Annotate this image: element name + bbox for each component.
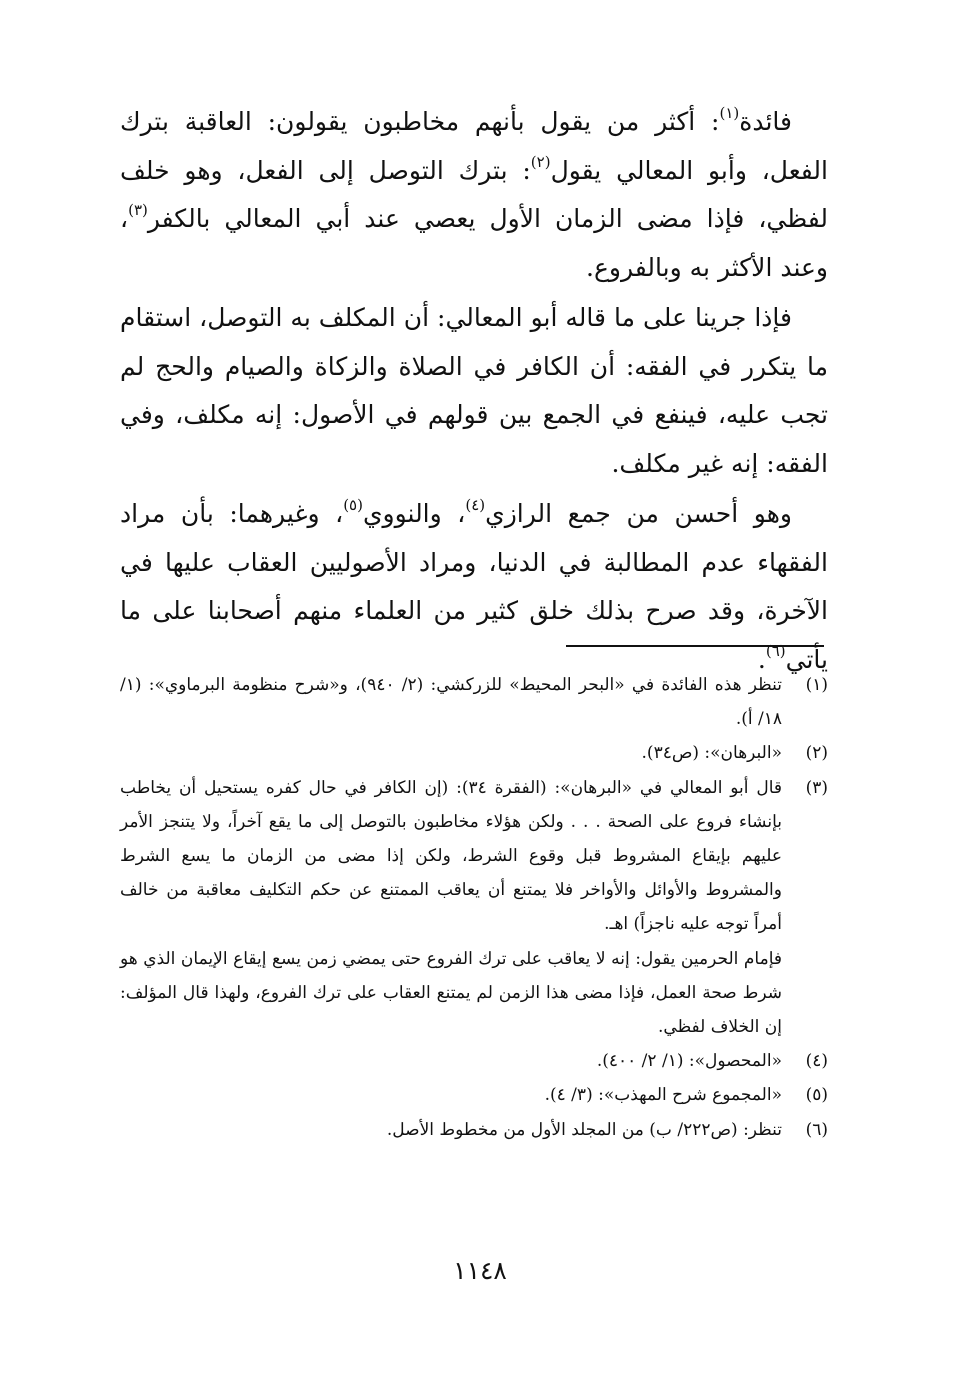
- footnote-divider: [566, 645, 824, 647]
- footnote-2: [120, 736, 828, 770]
- text-segment: ، والنووي: [362, 499, 466, 528]
- footnote-body: [120, 736, 782, 770]
- footnote-text: قال أبو المعالي في «البرهان»: (الفقرة ٣٤): (إن الكافر في حال كفره يستحيل أن يخاطب بإنشاء فروع على الصحة . . . ولكن هؤلاء مخاطبون بالتوصل إلى ما يقع آخراً، ولا يتنجز الأمر عليهم بإيقاع المشروط قبل وقوع الشرط، ولكن إذا مضى من الزمان ما يسع الشرط والمشروط والأوائل والأواخر فلا يمتنع أن يعاقب الممتنع عن حكم التكليف معاقبة من خالف أمراً توجه عليه ناجزاً) اهـ.: [120, 777, 782, 935]
- text-segment: : بترك التوصل إلى الفعل، وهو خلف لفظي، فإذا مضى الزمان الأول يعصي عند أبي المعالي بالكفر: [120, 155, 828, 233]
- footnotes: [120, 668, 828, 1147]
- footnote-text: تنظر: (ص٢٢٢/ ب) من المجلد الأول من مخطوط الأصل.: [386, 1119, 782, 1140]
- footnote-ref-4: (٤): [465, 496, 486, 515]
- footnote-number: (٣): [805, 777, 828, 798]
- text-segment: ، وغيرهما: بأن مراد الفقهاء عدم المطالبة في الدنيا، ومراد الأصوليين العقاب عليها في الآخرة، وقد صرح بذلك خلق كثير من العلماء منهم أصحابنا على ما يأتي: [120, 499, 828, 674]
- paragraph-3: [120, 490, 828, 684]
- footnote-number: (٢): [805, 743, 828, 764]
- footnote-4: [120, 1044, 828, 1078]
- footnote-6: [120, 1113, 828, 1147]
- paragraph-1: [120, 98, 828, 292]
- footnote-body: [120, 1044, 782, 1078]
- text-segment: .: [757, 644, 766, 674]
- text-segment: فإذا جرينا على ما قاله أبو المعالي: أن المكلف به التوصل، استقام ما يتكرر في الفقه: أن الكافر في الصلاة والزكاة والصيام والحج لم تجب عليه، فينفع في الجمع بين قولهم في الأصول: إنه مكلف، وفي الفقه: إنه غير مكلف.: [120, 303, 828, 478]
- text-segment: وهو أحسن من جمع الرازي: [485, 499, 792, 528]
- footnote-number: (١): [805, 675, 828, 695]
- footnote-number: (٦): [805, 1119, 828, 1140]
- footnote-body: [120, 771, 782, 1045]
- paragraph-2: [120, 294, 828, 488]
- footnote-ref-2: (٢): [530, 152, 551, 171]
- footnote-ref-3: (٣): [128, 201, 148, 220]
- footnote-text: «المجموع شرح المهذب»: (٣/ ٤).: [544, 1085, 782, 1106]
- footnote-3: [120, 771, 828, 1045]
- main-text: [120, 98, 828, 684]
- footnote-text: «المحصول»: (١/ ٢/ ٤٠٠).: [596, 1051, 782, 1072]
- footnote-text: تنظر هذه الفائدة في «البحر المحيط» للزركشي: (٢/ ٩٤٠)، و«شرح منظومة البرماوي»: (١/ ١٨/ أ).: [120, 675, 782, 730]
- page-number: ١١٤٨: [453, 1256, 507, 1285]
- footnote-body: [120, 1078, 782, 1112]
- footnote-5: [120, 1078, 828, 1112]
- footnote-body: [120, 1113, 782, 1147]
- footnote-text: فإمام الحرمين يقول: إنه لا يعاقب على ترك الفروع حتى يمضي زمن يسع إيقاع الإيمان الذي هو شرط صحة العمل، فإذا مضى هذا الزمن لم يمتنع العقاب على ترك الفروع، ولهذا قال المؤلف: إن الخلاف لفظي.: [120, 948, 782, 1038]
- footnote-ref-6: (٦): [765, 641, 786, 660]
- footnote-ref-5: (٥): [343, 496, 363, 515]
- footnote-ref-1: (١): [719, 104, 740, 123]
- text-segment: ، وعند الأكثر به وبالفروع.: [120, 204, 828, 282]
- text-segment: فائدة: [739, 107, 792, 136]
- footnote-1: [120, 668, 828, 736]
- footnote-text: «البرهان»: (ص٣٤).: [641, 743, 782, 764]
- footnote-body: [120, 668, 782, 736]
- footnote-number: (٥): [805, 1085, 828, 1106]
- text-segment: : أكثر من يقول بأنهم مخاطبون يقولون: العاقبة بترك الفعل، وأبو المعالي يقول: [120, 107, 828, 185]
- footnote-number: (٤): [805, 1051, 828, 1072]
